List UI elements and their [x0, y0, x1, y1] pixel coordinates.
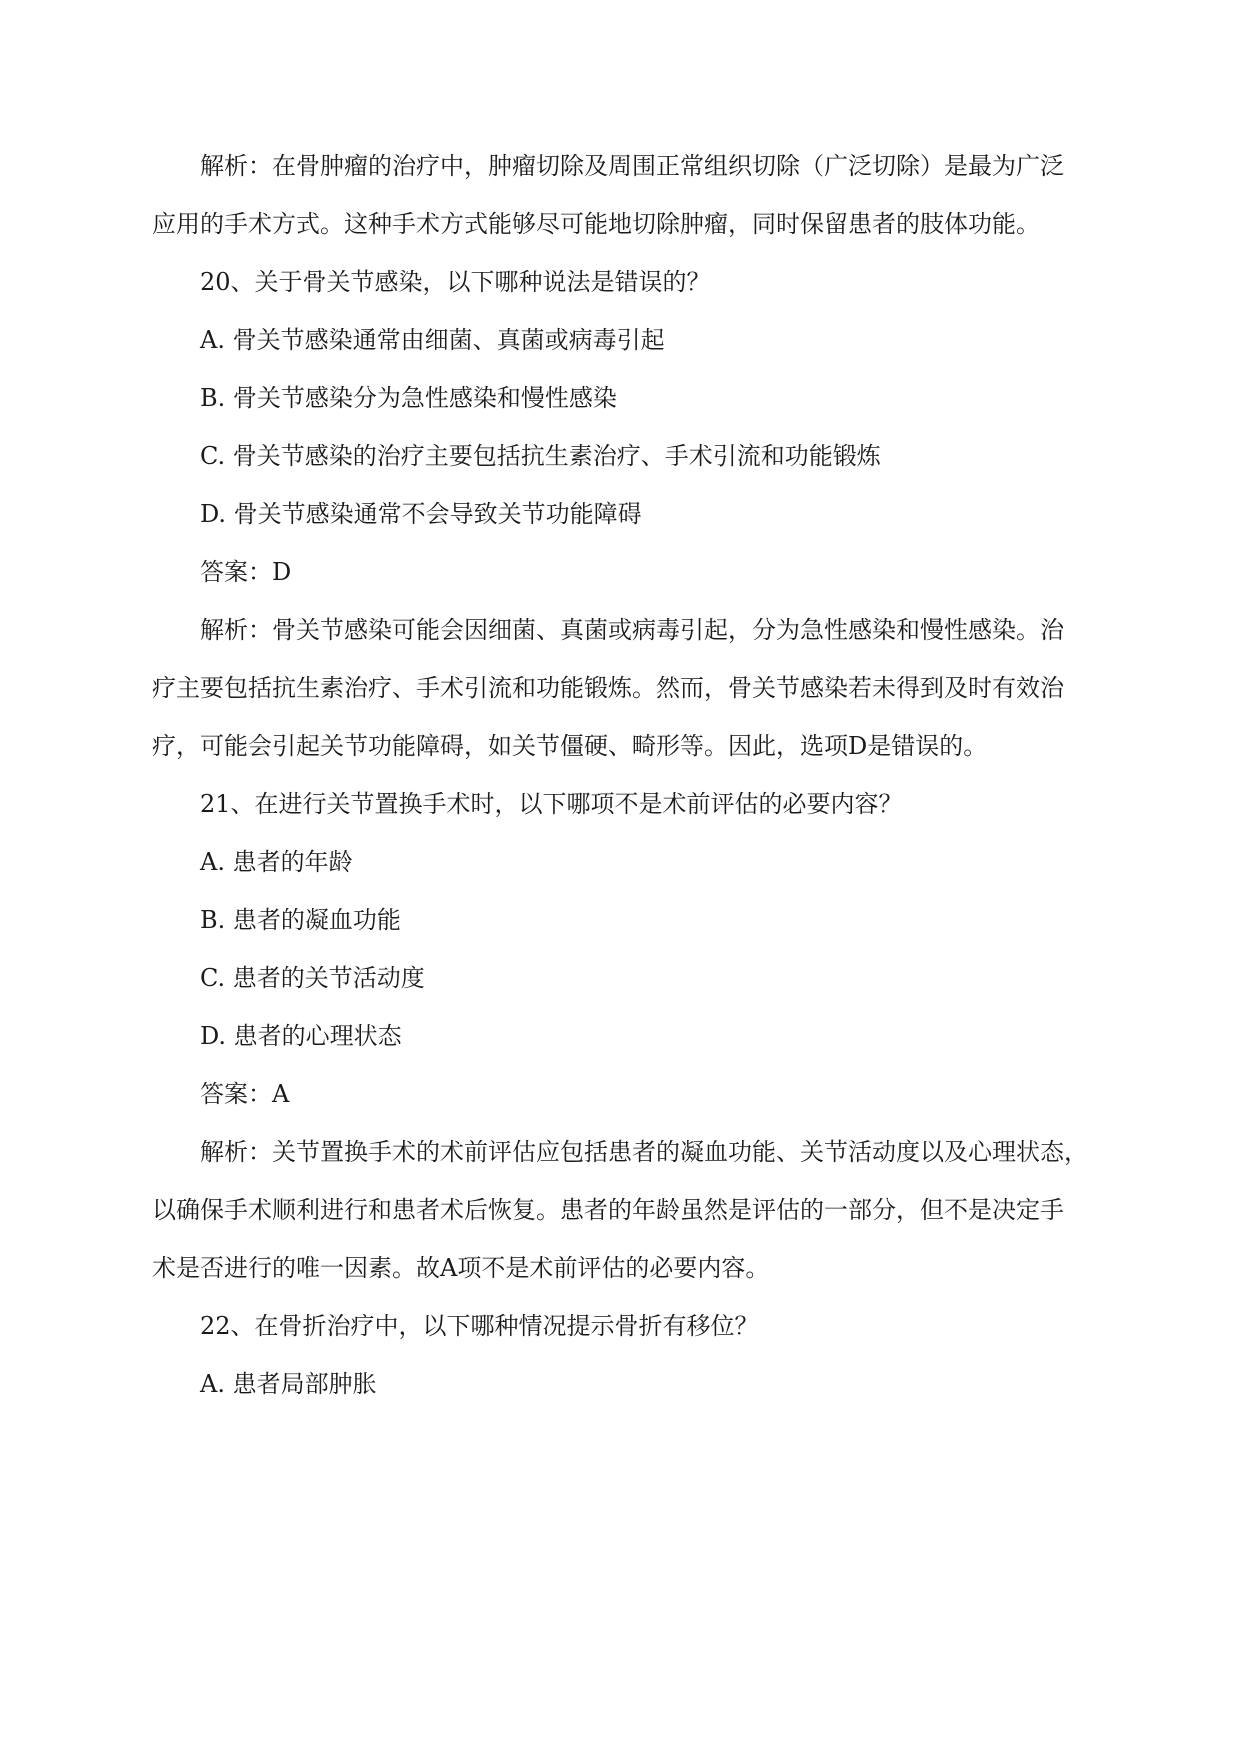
question-22: 22、在骨折治疗中，以下哪种情况提示骨折有移位？: [200, 1312, 759, 1340]
analysis-19-line-2: 应用的手术方式。这种手术方式能够尽可能地切除肿瘤，同时保留患者的肢体功能。: [152, 210, 1040, 238]
q21-option-c: C. 患者的关节活动度: [200, 964, 425, 992]
q21-option-d: D. 患者的心理状态: [200, 1022, 402, 1050]
analysis-20-line-1: 解析：骨关节感染可能会因细菌、真菌或病毒引起，分为急性感染和慢性感染。治: [200, 616, 1064, 644]
q20-option-c: C. 骨关节感染的治疗主要包括抗生素治疗、手术引流和功能锻炼: [200, 442, 881, 470]
analysis-21-line-3: 术是否进行的唯一因素。故A项不是术前评估的必要内容。: [152, 1254, 770, 1282]
q20-option-d: D. 骨关节感染通常不会导致关节功能障碍: [200, 500, 642, 528]
q22-option-a: A. 患者局部肿胀: [200, 1370, 377, 1398]
analysis-21-line-1: 解析：关节置换手术的术前评估应包括患者的凝血功能、关节活动度以及心理状态，: [200, 1138, 1088, 1166]
analysis-20-line-2: 疗主要包括抗生素治疗、手术引流和功能锻炼。然而，骨关节感染若未得到及时有效治: [152, 674, 1064, 702]
analysis-19-line-1: 解析：在骨肿瘤的治疗中，肿瘤切除及周围正常组织切除（广泛切除）是最为广泛: [200, 152, 1064, 180]
q20-answer: 答案：D: [200, 558, 292, 586]
q21-answer: 答案：A: [200, 1080, 290, 1108]
q21-option-b: B. 患者的凝血功能: [200, 906, 401, 934]
q20-option-b: B. 骨关节感染分为急性感染和慢性感染: [200, 384, 617, 412]
q21-option-a: A. 患者的年龄: [200, 848, 353, 876]
question-21: 21、在进行关节置换手术时，以下哪项不是术前评估的必要内容？: [200, 790, 903, 818]
analysis-21-line-2: 以确保手术顺利进行和患者术后恢复。患者的年龄虽然是评估的一部分，但不是决定手: [152, 1196, 1064, 1224]
q20-option-a: A. 骨关节感染通常由细菌、真菌或病毒引起: [200, 326, 665, 354]
question-20: 20、关于骨关节感染，以下哪种说法是错误的？: [200, 268, 711, 296]
analysis-20-line-3: 疗，可能会引起关节功能障碍，如关节僵硬、畸形等。因此，选项D是错误的。: [152, 732, 988, 760]
